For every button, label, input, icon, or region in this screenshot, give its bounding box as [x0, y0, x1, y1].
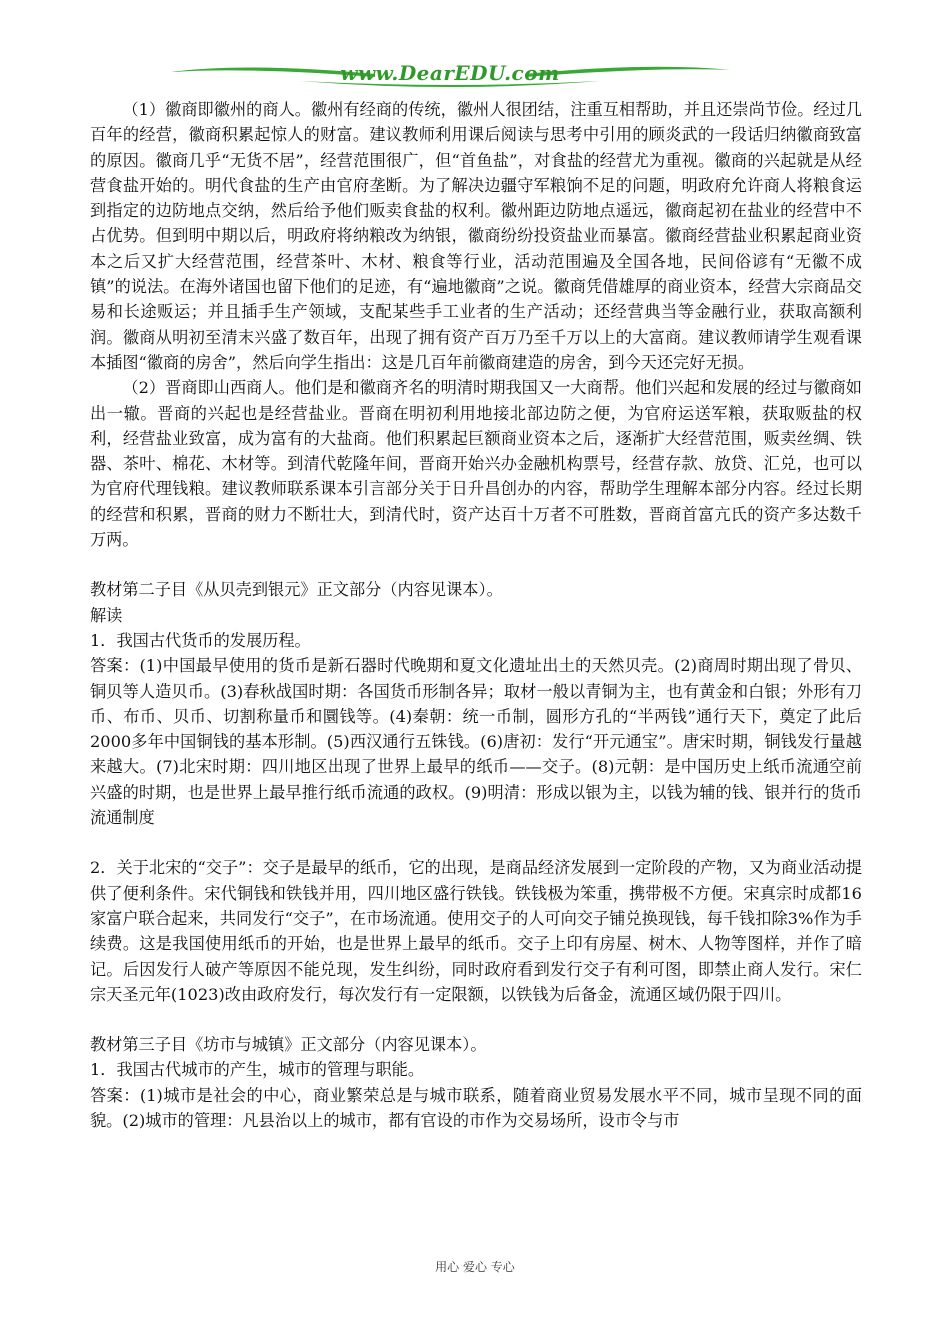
section-heading-cities: 教材第三子目《坊市与城镇》正文部分（内容见课本）。 — [90, 1035, 487, 1055]
answer-currency-history: 答案：(1)中国最早使用的货币是新石器时代晚期和夏文化遗址出土的天然贝壳。(2)商周时期出现了骨贝、铜贝等人造贝币。(3)春秋战国时期：各国货币形制各异；取材一般以青铜为主，也有黄金和白银；外形有刀币、布币、贝币、切割称量币和圜钱等。(4)秦朝：统一币制，圆形方孔的“半两钱”通行天下，奠定了此后2000多年中国铜钱的基本形制。(5)西汉通行五铢钱。(6)唐初：发行“开元通宝”。唐宋时期，铜钱发行量越来越大。(7)北宋时期：四川地区出现了世界上最早的纸币——交子。(8)元朝：是中国历史上纸币流通空前兴盛的时期，也是世界上最早推行纸币流通的政权。(9)明清：形成以银为主，以钱为辅的钱、银并行的货币流通制度 — [90, 656, 862, 828]
question-cities: 1．我国古代城市的产生，城市的管理与职能。 — [90, 1060, 425, 1080]
header-banner — [170, 58, 730, 98]
answer-cities: 答案：(1)城市是社会的中心，商业繁荣总是与城市联系，随着商业贸易发展水平不同，城市呈现不同的面貌。(2)城市的管理：凡县治以上的城市，都有官设的市作为交易场所，设市令与市 — [90, 1085, 862, 1130]
paragraph-jinshang: （2）晋商即山西商人。他们是和徽商齐名的明清时期我国又一大商帮。他们兴起和发展的经过与徽商如出一辙。晋商的兴起也是经营盐业。晋商在明初利用地接北部边防之便，为官府运送军粮，获取贩盐的权利，经营盐业致富，成为富有的大盐商。他们积累起巨额商业资本之后，逐渐扩大经营范围，贩卖丝绸、铁器、茶叶、棉花、木材等。到清代乾隆年间，晋商开始兴办金融机构票号，经营存款、放贷、汇兑，也可以为官府代理钱粮。建议教师联系课本引言部分关于日升昌创办的内容，帮助学生理解本部分内容。经过长期的经营和积累，晋商的财力不断壮大，到清代时，资产达百十万者不可胜数，晋商首富亢氏的资产多达数千万两。 — [90, 378, 862, 550]
paragraph-huishang: （1）徽商即徽州的商人。徽州有经商的传统，徽州人很团结，注重互相帮助，并且还崇尚节俭。经过几百年的经营，徽商积累起惊人的财富。建议教师利用课后阅读与思考中引用的顾炎武的一段话归纳徽商致富的原因。徽商几乎“无货不居”，经营范围很广，但“首鱼盐”，对食盐的经营尤为重视。徽商的兴起就是从经营食盐开始的。明代食盐的生产由官府垄断。为了解决边疆守军粮饷不足的问题，明政府允许商人将粮食运到指定的边防地点交纳，然后给予他们贩卖食盐的权利。徽州距边防地点遥远，徽商起初在盐业的经营中不占优势。但到明中期以后，明政府将纳粮改为纳银，徽商纷纷投资盐业而暴富。徽商经营盐业积累起商业资本之后又扩大经营范围，经营茶叶、木材、粮食等行业，活动范围遍及全国各地，民间俗谚有“无徽不成镇”的说法。在海外诸国也留下他们的足迹，有“遍地徽商”之说。徽商凭借雄厚的商业资本，经营大宗商品交易和长途贩运；并且插手生产领域，支配某些手工业者的生产活动；还经营典当等金融行业，获取高额利润。徽商从明初至清末兴盛了数百年，出现了拥有资产百万乃至千万以上的大富商。建议教师请学生观看课本插图“徽商的房舍”，然后向学生指出：这是几百年前徽商建造的房舍，到今天还完好无损。 — [90, 100, 862, 372]
document-body — [90, 97, 862, 1133]
section-heading-currency: 教材第二子目《从贝壳到银元》正文部分（内容见课本）。 — [90, 580, 503, 600]
page-footer: 用心 爱心 专心 — [435, 1260, 515, 1274]
paragraph-jiaozi: 2．关于北宋的“交子”：交子是最早的纸币，它的出现，是商品经济发展到一定阶段的产物，又为商业活动提供了便利条件。宋代铜钱和铁钱并用，四川地区盛行铁钱。铁钱极为笨重，携带极不方便。宋真宗时成都16家富户联合起来，共同发行“交子”，在市场流通。使用交子的人可向交子铺兑换现钱，每千钱扣除3%作为手续费。这是我国使用纸币的开始，也是世界上最早的纸币。交子上印有房屋、树木、人物等图样，并作了暗记。后因发行人破产等原因不能兑现，发生纠纷，同时政府看到发行交子有利可图，即禁止商人发行。宋仁宗天圣元年(1023)改由政府发行，每次发行有一定限额，以铁钱为后备金，流通区域仍限于四川。 — [90, 858, 862, 1004]
label-interpretation: 解读 — [90, 605, 123, 625]
site-logo-text[interactable]: www.DearEDU.com — [340, 61, 560, 85]
question-currency-history: 1．我国古代货币的发展历程。 — [90, 630, 311, 650]
